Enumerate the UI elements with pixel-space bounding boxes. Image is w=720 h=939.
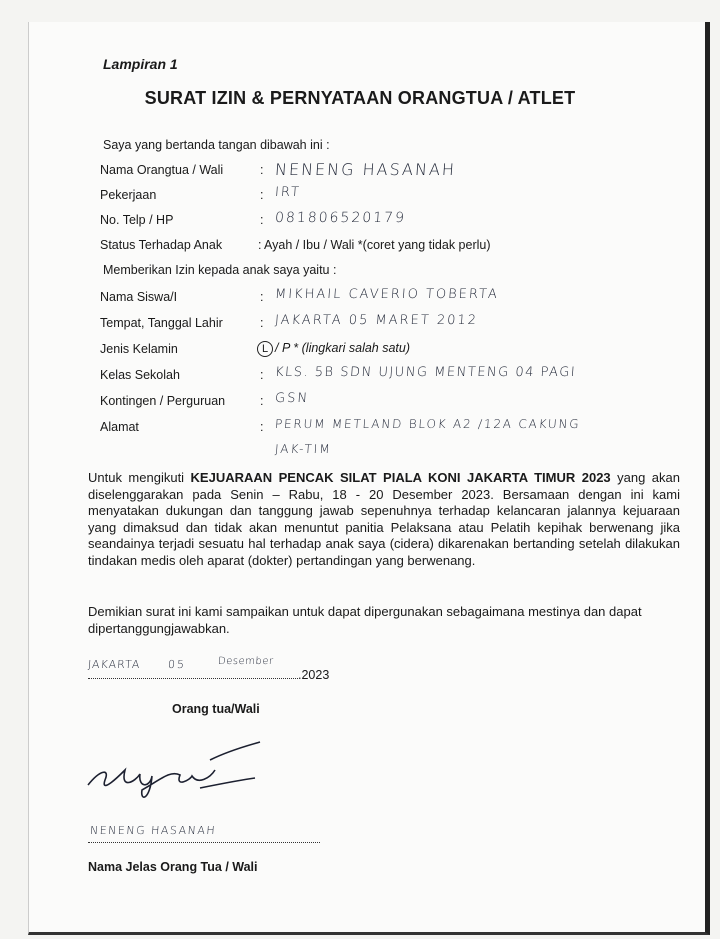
signature-image — [80, 740, 270, 810]
colon: : — [260, 316, 264, 330]
gender-options: / P * (lingkari salah satu) — [275, 341, 411, 355]
field-label: Pekerjaan — [100, 188, 157, 202]
printed-name-line — [88, 822, 320, 843]
field-value: JAKARTA 05 MARET 2012 — [274, 313, 479, 328]
circled-option: L — [257, 341, 273, 357]
intro-text: Saya yang bertanda tangan dibawah ini : — [103, 138, 330, 152]
colon: : — [260, 163, 264, 177]
colon: : — [260, 394, 264, 408]
closing-paragraph: Demikian surat ini kami sampaikan untuk dapat dipergunakan sebagaimana mestinya dan dapat dipertanggungjawabkan. — [88, 604, 642, 636]
colon: : — [260, 290, 264, 304]
field-label: Nama Siswa/I — [100, 290, 178, 304]
field-value-line2: JAK-TIM — [274, 442, 333, 456]
field-value: GSN — [274, 391, 310, 406]
field-label: Kelas Sekolah — [100, 368, 180, 382]
signer-role: Orang tua/Wali — [172, 702, 260, 716]
field-value: KLS. 5B SDN UJUNG MENTENG 04 PAGI — [274, 365, 577, 380]
colon: : — [260, 368, 264, 382]
attachment-label: Lampiran 1 — [103, 56, 178, 72]
paragraph-text: yang akan diselenggarakan pada Senin – Rabu, 18 - 20 Desember 2023. Bersamaan dengan ini kami menyatakan dukungan dan tanggung jawab sepenuhnya terhadap kelancaran jalannya kejuaraan yang dimaksud dan tidak akan menuntut panitia Pelaksana atau Pelatih kepihak berwenang jika seandainya terjadi sesuatu hal terhadap anak saya (cidera) dikarenakan bertanding setelah dilakukan tindakan medis oleh aparat (dokter) pertandingan yang berwenang. — [88, 470, 680, 568]
colon: : — [258, 238, 262, 252]
field-value: PERUM METLAND BLOK A2 /12A CAKUNG — [274, 417, 581, 431]
field-label: Tempat, Tanggal Lahir — [100, 316, 223, 330]
signing-date — [87, 656, 330, 682]
field-label: No. Telp / HP — [100, 213, 174, 227]
document-title: SURAT IZIN & PERNYATAAN ORANGTUA / ATLET — [144, 88, 576, 108]
field-value: NENENG HASANAH — [274, 160, 457, 179]
paragraph-text: Untuk mengikuti — [88, 470, 191, 485]
date-day: 05 — [167, 658, 187, 671]
field-label: Alamat — [100, 420, 139, 434]
field-label: Status Terhadap Anak — [100, 238, 223, 252]
field-label: Jenis Kelamin — [100, 342, 178, 356]
date-month: Desember — [217, 656, 274, 667]
colon: : — [260, 420, 264, 434]
field-value: Ayah / Ibu / Wali *(coret yang tidak perlu) — [264, 238, 491, 252]
colon: : — [260, 213, 264, 227]
date-place: JAKARTA — [87, 658, 141, 671]
date-year: .2023 — [298, 668, 330, 682]
field-value — [257, 341, 410, 357]
event-name: KEJUARAAN PENCAK SILAT PIALA KONI JAKARTA TIMUR 2023 — [190, 470, 611, 485]
field-label: Kontingen / Perguruan — [100, 394, 226, 408]
field-label: Nama Orangtua / Wali — [100, 163, 224, 177]
field-value: MIKHAIL CAVERIO TOBERTA — [274, 287, 500, 302]
colon: : — [260, 188, 264, 202]
printed-name: NENENG HASANAH — [89, 824, 217, 837]
name-caption: Nama Jelas Orang Tua / Wali — [88, 860, 258, 874]
field-value: IRT — [274, 185, 302, 200]
permission-intro: Memberikan Izin kepada anak saya yaitu : — [103, 263, 337, 277]
field-value: 081806520179 — [274, 210, 407, 226]
statement-paragraph — [88, 470, 680, 570]
